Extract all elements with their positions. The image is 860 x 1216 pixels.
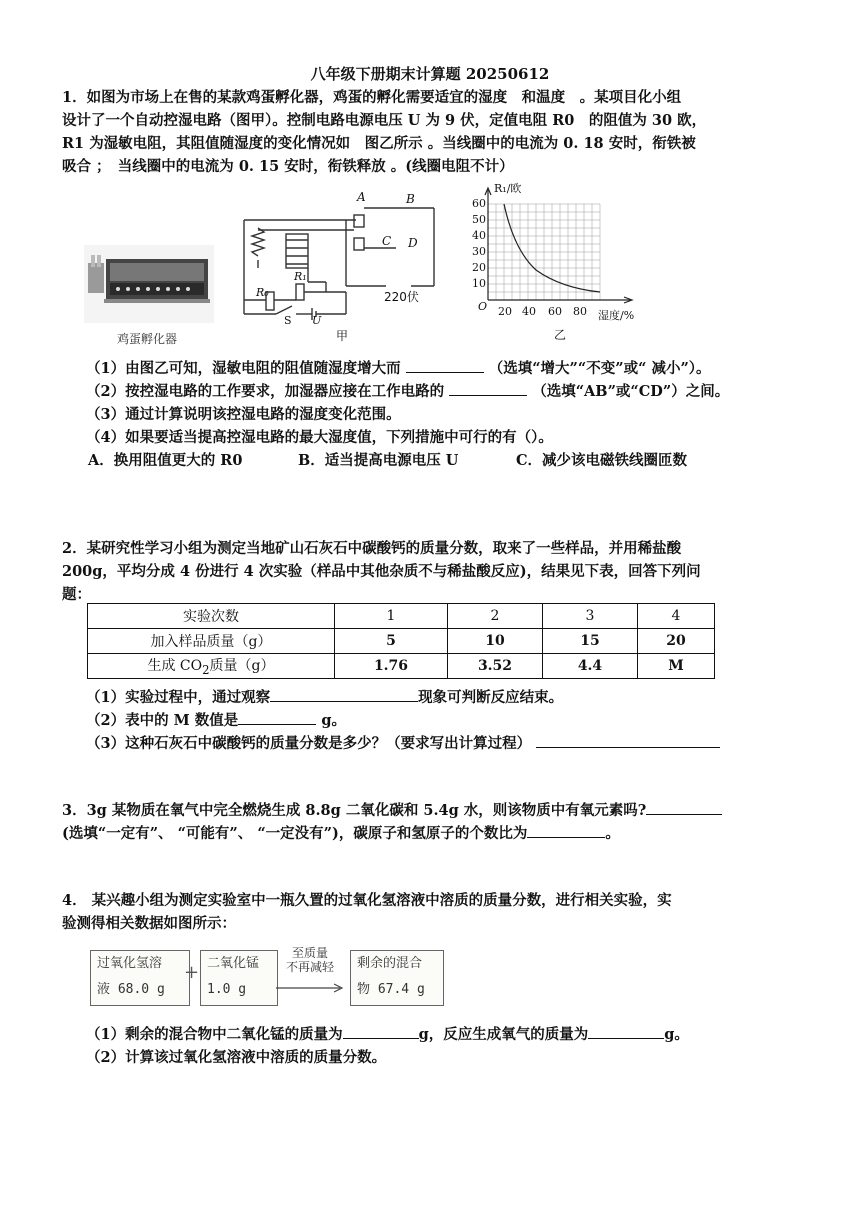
- q4-part-1: （1）剩余的混合物中二氧化锰的质量为 g，反应生成氧气的质量为 g。: [86, 1026, 689, 1043]
- q2-stem-line-2: 200g，平均分成 4 份进行 4 次实验（样品中其他杂质不与稀盐酸反应)，结果见下表，回答下列问: [62, 563, 701, 580]
- plus-sign: +: [184, 962, 200, 983]
- graph-y-axis-label: R₁/欧: [494, 182, 522, 195]
- table-cell: 3.52: [448, 654, 543, 679]
- q1-part-1-blank[interactable]: [406, 358, 484, 373]
- graph-caption: 乙: [554, 328, 567, 342]
- circuit-voltage-label: 220伏: [384, 290, 419, 304]
- q2-part-1: （1）实验过程中，通过观察 现象可判断反应结束。: [86, 689, 564, 706]
- q1-part-2: （2）按控湿电路的工作要求，加湿器应接在工作电路的 （选填“AB”或“CD”）之间。: [86, 383, 730, 400]
- graph-y-tick: 50: [472, 213, 486, 226]
- q1-stem-line-2: 设计了一个自动控湿电路（图甲）。控制电路电源电压 U 为 9 伏，定值电阻 R0 的阻值为 30 欧，: [62, 112, 707, 129]
- graph-y-tick: 20: [472, 261, 486, 274]
- graph-y-tick: 40: [472, 229, 486, 242]
- graph-y-tick: 10: [472, 277, 486, 290]
- table-header-cell: 3: [543, 604, 638, 629]
- circuit-label-r1: R₁: [294, 270, 307, 283]
- q2-stem-line-1: 2．某研究性学习小组为测定当地矿山石灰石中碳酸钙的质量分数，取来了一些样品，并用稀盐酸: [62, 540, 682, 557]
- graph-origin: O: [478, 300, 488, 313]
- q3-line-2: (选填“一定有”、 “可能有”、 “一定没有”)，碳原子和氢原子的个数比为 。: [62, 825, 620, 842]
- q1-stem-line-4: 吸合 ； 当线圈中的电流为 0. 15 安时，衔铁释放 。(线圈电阻不计）: [62, 158, 514, 175]
- q1-stem-line-1: 1．如图为市场上在售的某款鸡蛋孵化器，鸡蛋的孵化需要适宜的湿度 和温度 。某项目化小组: [62, 89, 682, 106]
- table-cell: 生成 $CO_2$质量（g）: [88, 654, 335, 679]
- q3-oxygen-blank[interactable]: [646, 800, 722, 815]
- q2-part-2-blank[interactable]: [238, 710, 316, 725]
- q1-part-2-blank[interactable]: [449, 381, 527, 396]
- table-row: [88, 629, 715, 654]
- q1-option-a[interactable]: A．换用阻值更大的 R0: [88, 452, 243, 469]
- table-cell: 20: [638, 629, 715, 654]
- table-cell: 10: [448, 629, 543, 654]
- graph-y-tick: 60: [472, 197, 486, 210]
- q2-part-2: （2）表中的 M 数值是 g。: [86, 712, 346, 729]
- hydrogen-peroxide-box: 过氧化氢溶 液 68.0 g: [90, 950, 190, 1006]
- graph-x-tick: 20: [498, 305, 512, 318]
- table-cell: 加入样品质量（g）: [88, 629, 335, 654]
- circuit-label-c: C: [382, 234, 392, 248]
- graph-x-tick: 40: [522, 305, 536, 318]
- circuit-label-u: U: [312, 314, 322, 327]
- q4-stem-line-2: 验测得相关数据如图所示：: [62, 915, 236, 932]
- circuit-label-d: D: [408, 236, 418, 250]
- table-header-cell: 1: [335, 604, 448, 629]
- page-title: 八年级下册期末计算题 20250612: [310, 65, 550, 83]
- circuit-diagram: [236, 190, 446, 343]
- graph-x-tick: 80: [573, 305, 587, 318]
- circuit-label-b: B: [406, 192, 415, 206]
- q1-option-b[interactable]: B．适当提高电源电压 U: [298, 452, 459, 469]
- q3-line-1: 3．3g 某物质在氧气中完全燃烧生成 8.8g 二氧化碳和 5.4g 水，则该物质中有氧元素吗?: [62, 799, 722, 820]
- table-cell: 15: [543, 629, 638, 654]
- circuit-label-r0: R₀: [256, 286, 269, 299]
- q4-oxygen-mass-blank[interactable]: [588, 1024, 664, 1039]
- table-cell: 5: [335, 629, 448, 654]
- q1-part-3: （3）通过计算说明该控湿电路的湿度变化范围。: [86, 406, 401, 423]
- q2-part-3: （3）这种石灰石中碳酸钙的质量分数是多少？（要求写出计算过程）: [86, 732, 720, 753]
- circuit-caption: 甲: [336, 329, 349, 343]
- graph-x-tick: 60: [548, 305, 562, 318]
- graph-y-tick: 30: [472, 245, 486, 258]
- table-cell: M: [638, 654, 715, 679]
- table-row: [88, 654, 715, 679]
- table-header-cell: 2: [448, 604, 543, 629]
- q4-part-2: （2）计算该过氧化氢溶液中溶质的质量分数。: [86, 1049, 387, 1066]
- q1-part-4: （4）如果要适当提高控湿电路的最大湿度值，下列措施中可行的有（）。: [86, 429, 553, 446]
- q2-part-3-blank[interactable]: [536, 733, 720, 748]
- arrow-icon: [276, 978, 346, 988]
- circuit-label-a: A: [357, 190, 366, 204]
- q3-ratio-blank[interactable]: [527, 823, 605, 838]
- remaining-mixture-box: 剩余的混合 物 67.4 g: [350, 950, 444, 1006]
- q4-mno2-mass-blank[interactable]: [343, 1024, 419, 1039]
- reaction-condition: 至质量 不再减轻: [285, 946, 334, 974]
- q1-stem-line-3: R1 为湿敏电阻，其阻值随湿度的变化情况如 图乙所示 。当线圈中的电流为 0. 18 安时，衔铁被: [62, 135, 696, 152]
- table-cell: 4.4: [543, 654, 638, 679]
- q1-option-c[interactable]: C．减少该电磁铁线圈匝数: [516, 452, 688, 469]
- table-header-cell: 4: [638, 604, 715, 629]
- table-row: [88, 604, 715, 629]
- humidity-resistance-graph: [466, 180, 656, 345]
- incubator-photo-caption: 鸡蛋孵化器: [117, 332, 178, 346]
- q2-stem-line-3: 题：: [62, 586, 91, 603]
- table-cell: 1.76: [335, 654, 448, 679]
- q4-stem-line-1: 4． 某兴趣小组为测定实验室中一瓶久置的过氧化氢溶液中溶质的质量分数，进行相关实验，实: [62, 892, 672, 909]
- incubator-photo: [84, 245, 214, 323]
- q1-part-1: （1）由图乙可知，湿敏电阻的阻值随湿度增大而 （选填“增大”“不变”或“ 减小”）。: [86, 360, 711, 377]
- circuit-label-s: S: [284, 314, 292, 327]
- manganese-dioxide-box: 二氧化锰 1.0 g: [200, 950, 278, 1006]
- experiment-data-table: [87, 603, 715, 679]
- graph-x-axis-label: 湿度/%: [598, 309, 635, 322]
- table-header-cell: 实验次数: [88, 604, 335, 629]
- q2-part-1-blank[interactable]: [270, 687, 418, 702]
